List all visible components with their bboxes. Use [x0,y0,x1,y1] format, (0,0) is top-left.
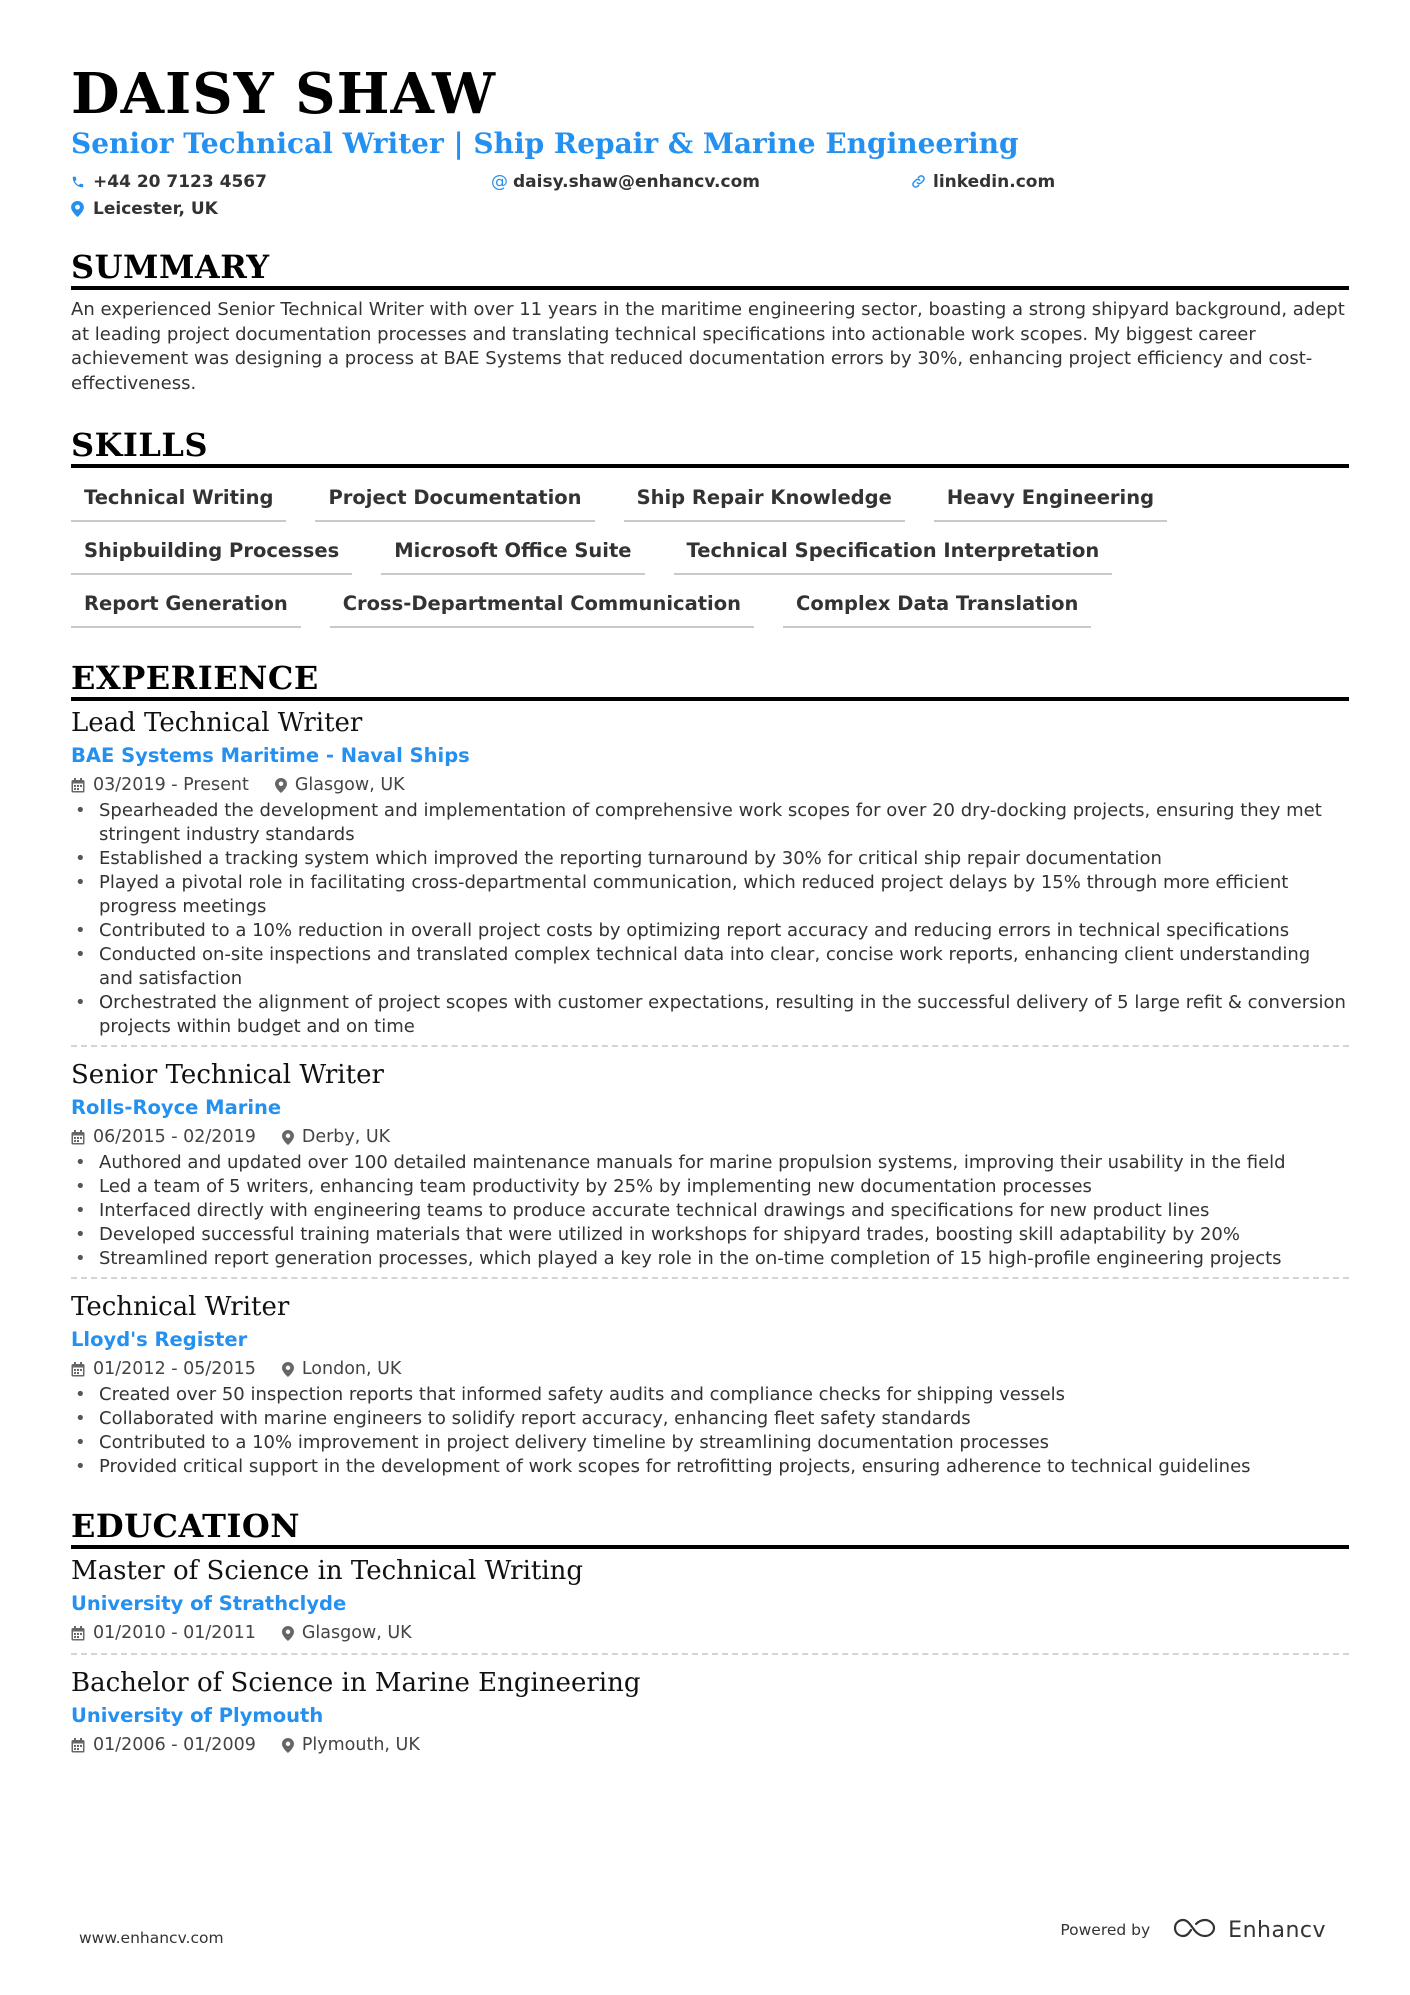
job-location: Derby, UK [301,1127,391,1147]
experience-section [71,659,1349,1485]
education-meta [71,1731,1349,1759]
skill-tag: Technical Specification Interpretation [674,533,1113,575]
skill-tag: Complex Data Translation [783,586,1091,628]
skills-section [71,426,1349,639]
skill-tag: Technical Writing [71,480,286,522]
skill-tag: Report Generation [71,586,301,628]
education-location: Plymouth, UK [301,1735,420,1755]
skill-tag: Heavy Engineering [934,480,1167,522]
phone-icon [71,175,93,189]
powered-by-label: Powered by [1060,1921,1151,1939]
contact-phone [71,172,491,192]
bullet-item: • Conducted on-site inspections and translated complex technical data into clear, concise work reports, enhancing client understanding and satisfaction [71,943,1349,991]
education-dates: 01/2010 - 01/2011 [93,1623,256,1643]
job-meta [71,1355,1349,1383]
bullet-item: • Played a pivotal role in facilitating cross-departmental communication, which reduced project delays by 15% through more efficient progress meetings [71,871,1349,919]
location-text: Leicester, UK [93,198,218,219]
phone-text: +44 20 7123 4567 [93,171,267,192]
bullet-item: • Provided critical support in the development of work scopes for retrofitting projects, ensuring adherence to technical guidelines [71,1455,1349,1479]
calendar-icon [71,1738,85,1753]
company-name: BAE Systems Maritime - Naval Ships [71,744,470,767]
location-pin-icon [71,201,93,217]
education-entry [71,1553,1349,1653]
education-section [71,1507,1349,1765]
bullet-item: • Developed successful training materials that were utilized in workshops for shipyard trades, boosting skill adaptability by 20% [71,1223,1349,1247]
job-bullets [71,1383,1349,1479]
education-location: Glasgow, UK [301,1623,412,1643]
contact-email[interactable] [491,172,911,192]
bullet-item: • Interfaced directly with engineering teams to produce accurate technical drawings and specifications for new product lines [71,1199,1349,1223]
job-location: London, UK [301,1359,402,1379]
calendar-icon [71,1626,85,1641]
footer-website[interactable]: www.enhancv.com [79,1929,224,1947]
email-text: daisy.shaw@enhancv.com [513,171,760,192]
bullet-item: • Authored and updated over 100 detailed maintenance manuals for marine propulsion systems, improving their usability in the field [71,1151,1349,1175]
job-location: Glasgow, UK [294,775,405,795]
bullet-item: • Established a tracking system which improved the reporting turnaround by 30% for critical ship repair documentation [71,847,1349,871]
education-meta [71,1619,1349,1647]
contact-linkedin[interactable] [911,172,1055,192]
footer-branding [1060,1915,1326,1945]
summary-section [71,248,1349,396]
company-name: Lloyd's Register [71,1328,248,1351]
job-meta [71,1123,1349,1151]
bullet-item: • Contributed to a 10% reduction in overall project costs by optimizing report accuracy and reducing errors in technical specifications [71,919,1349,943]
candidate-name: DAISY SHAW [71,61,497,127]
job-dates: 01/2012 - 05/2015 [93,1359,256,1379]
job-title: Technical Writer [71,1292,290,1322]
location-pin-icon [282,1626,294,1641]
brand-name: Enhancv [1228,1917,1326,1943]
skill-tag: Cross-Departmental Communication [330,586,754,628]
degree-title: Master of Science in Technical Writing [71,1556,584,1586]
contact-location [71,199,218,219]
enhancv-logo-icon [1172,1915,1220,1945]
location-pin-icon [275,778,287,793]
bullet-item: • Orchestrated the alignment of project scopes with customer expectations, resulting in the successful delivery of 5 large refit & conversion projects within budget and on time [71,991,1349,1039]
job-meta [71,771,1349,799]
location-pin-icon [282,1362,294,1377]
skill-tag: Shipbuilding Processes [71,533,352,575]
link-icon [911,174,933,189]
skill-tag: Project Documentation [315,480,594,522]
education-title: EDUCATION [71,1507,1349,1549]
experience-entry [71,705,1349,1045]
job-title: Lead Technical Writer [71,708,363,738]
location-pin-icon [282,1130,294,1145]
education-entry [71,1653,1349,1765]
bullet-item: • Led a team of 5 writers, enhancing team productivity by 25% by implementing new documentation processes [71,1175,1349,1199]
school-name: University of Plymouth [71,1704,324,1727]
skill-tag: Microsoft Office Suite [381,533,644,575]
summary-text: An experienced Senior Technical Writer with over 11 years in the maritime engineering sector, boasting a strong shipyard background, adept at leading project documentation processes and translating technical specifications into actionable work scopes. My biggest career achievement was designing a process at BAE Systems that reduced documentation errors by 30%, enhancing project efficiency and cost-effectiveness. [71,299,1345,394]
at-icon: @ [491,171,508,192]
skill-tag: Ship Repair Knowledge [624,480,905,522]
skills-list [71,480,1349,639]
education-dates: 01/2006 - 01/2009 [93,1735,256,1755]
contact-info [71,168,1349,222]
calendar-icon [71,778,85,793]
job-bullets [71,799,1349,1039]
linkedin-text: linkedin.com [933,171,1056,192]
bullet-item: • Streamlined report generation processes, which played a key role in the on-time completion of 15 high-profile engineering projects [71,1247,1349,1271]
company-name: Rolls-Royce Marine [71,1096,282,1119]
experience-entry [71,1045,1349,1277]
bullet-item: • Contributed to a 10% improvement in project delivery timeline by streamlining documentation processes [71,1431,1349,1455]
bullet-item: • Created over 50 inspection reports that informed safety audits and compliance checks for shipping vessels [71,1383,1349,1407]
location-pin-icon [282,1738,294,1753]
school-name: University of Strathclyde [71,1592,347,1615]
skills-title: SKILLS [71,426,1349,468]
job-dates: 03/2019 - Present [93,775,249,795]
calendar-icon [71,1362,85,1377]
job-title: Senior Technical Writer [71,1060,384,1090]
experience-title: EXPERIENCE [71,659,1349,701]
headline: Senior Technical Writer | Ship Repair & Marine Engineering [71,127,1019,160]
job-dates: 06/2015 - 02/2019 [93,1127,256,1147]
experience-entry [71,1277,1349,1485]
calendar-icon [71,1130,85,1145]
bullet-item: • Collaborated with marine engineers to solidify report accuracy, enhancing fleet safety standards [71,1407,1349,1431]
degree-title: Bachelor of Science in Marine Engineering [71,1668,641,1698]
bullet-item: • Spearheaded the development and implementation of comprehensive work scopes for over 20 dry-docking projects, ensuring they met stringent industry standards [71,799,1349,847]
resume [71,62,1349,1765]
summary-title: SUMMARY [71,248,1349,290]
job-bullets [71,1151,1349,1271]
